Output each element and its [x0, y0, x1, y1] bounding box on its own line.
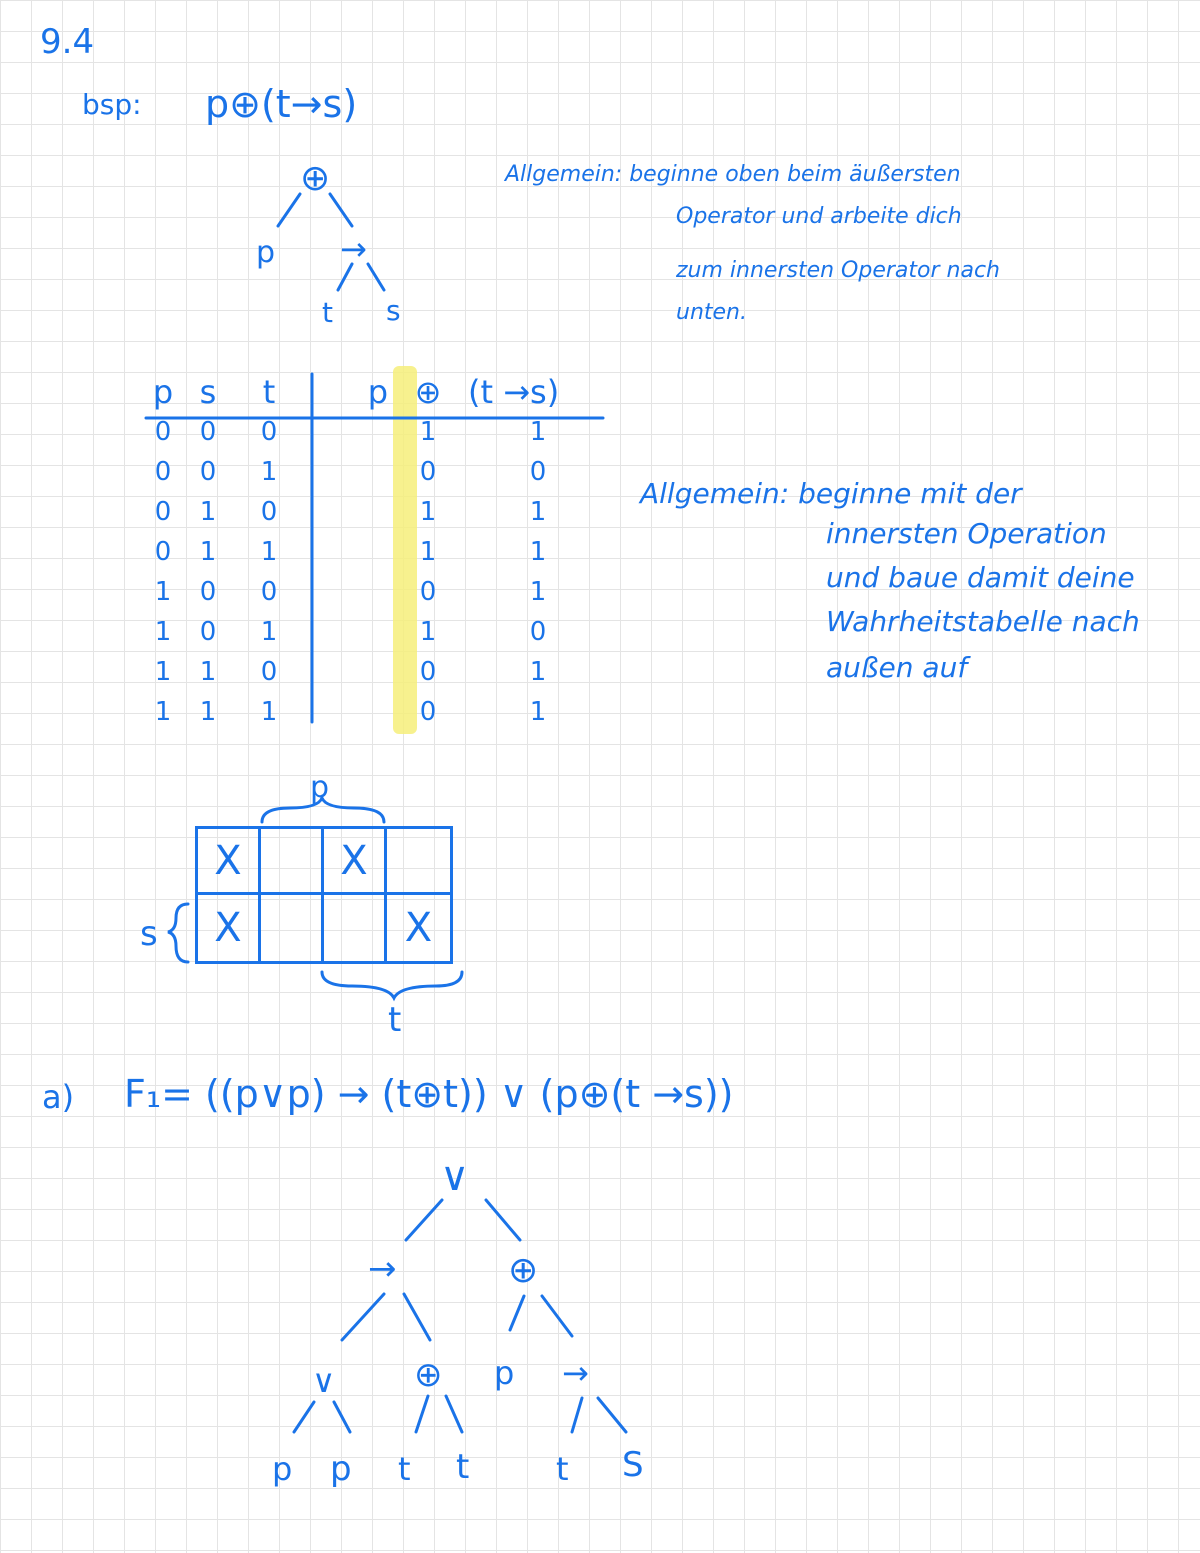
tree2-node-xor: ⊕ — [508, 1250, 539, 1291]
cell: 1 — [260, 617, 278, 647]
brace-t — [322, 972, 462, 998]
note1-line-1: Allgemein: beginne oben beim äußersten — [505, 162, 961, 187]
kmap-label-s: s — [140, 914, 158, 954]
cell: 1 — [154, 697, 172, 727]
cell: 0 — [260, 417, 278, 447]
section-number: 9.4 — [40, 22, 95, 62]
example-formula: p⊕(t→s) — [205, 82, 358, 126]
tree1-root-xor: ⊕ — [300, 158, 331, 199]
brace-s — [168, 904, 188, 962]
tree1-leaf-p: p — [256, 235, 276, 270]
note2-line-5: außen auf — [826, 651, 968, 684]
note1-line-3: zum innersten Operator nach — [676, 258, 1000, 283]
tree1-leaf-s: s — [386, 294, 401, 327]
tree2-leaf-t3: t — [556, 1450, 569, 1488]
cell: 0 — [199, 417, 217, 447]
cell: 1 — [260, 457, 278, 487]
tree2-leaf-s: S — [622, 1445, 644, 1485]
result-cell: 0 — [419, 657, 437, 687]
kmap-label-p: p — [310, 770, 330, 805]
impl-cell: 1 — [529, 697, 547, 727]
tree2-node-xor2: ⊕ — [414, 1355, 443, 1395]
result-cell: 1 — [419, 537, 437, 567]
tree2-leaf-p2: p — [330, 1449, 352, 1489]
tree2-node-impl: → — [368, 1249, 397, 1289]
header-s: s — [199, 373, 217, 411]
note2-line-1: Allgemein: beginne mit der — [640, 477, 1022, 510]
tree2-leaf-p: p — [494, 1354, 515, 1392]
tree2-leaf-t1: t — [398, 1450, 411, 1488]
result-cell: 1 — [419, 417, 437, 447]
cell: 1 — [199, 537, 217, 567]
cell: 1 — [154, 577, 172, 607]
cell: 1 — [260, 697, 278, 727]
impl-cell: 1 — [529, 417, 547, 447]
impl-cell: 0 — [529, 457, 547, 487]
result-cell: 1 — [419, 497, 437, 527]
result-cell: 0 — [419, 577, 437, 607]
header-formula-impl: (t →s) — [468, 373, 560, 411]
kmap-cell: X — [198, 829, 261, 895]
note2-line-4: Wahrheitstabelle nach — [826, 605, 1140, 638]
note1-line-4: unten. — [676, 300, 747, 325]
header-formula-xor: ⊕ — [414, 373, 442, 411]
example-prefix: bsp: — [82, 88, 142, 121]
tree2-root-or: ∨ — [440, 1154, 470, 1200]
note2-line-3: und baue damit deine — [826, 561, 1135, 594]
header-formula-p: p — [367, 373, 388, 411]
tree2-leaf-p1: p — [272, 1450, 293, 1488]
cell: 1 — [199, 497, 217, 527]
impl-cell: 1 — [529, 657, 547, 687]
result-cell: 1 — [419, 617, 437, 647]
cell: 1 — [260, 537, 278, 567]
part-a-label: a) — [42, 1078, 75, 1116]
kmap-cell: X — [324, 829, 387, 895]
result-cell: 0 — [419, 457, 437, 487]
tree2-leaf-t2: t — [456, 1447, 470, 1487]
cell: 0 — [154, 497, 172, 527]
cell: 1 — [154, 657, 172, 687]
tree1-leaf-t: t — [322, 296, 333, 329]
cell: 1 — [199, 657, 217, 687]
cell: 0 — [260, 577, 278, 607]
impl-cell: 0 — [529, 617, 547, 647]
kmap-label-t: t — [388, 1000, 402, 1040]
cell: 0 — [260, 497, 278, 527]
cell: 0 — [154, 417, 172, 447]
cell: 0 — [199, 577, 217, 607]
cell: 0 — [199, 457, 217, 487]
kmap-cell: X — [404, 905, 433, 951]
cell: 0 — [199, 617, 217, 647]
cell: 0 — [154, 457, 172, 487]
cell: 0 — [260, 657, 278, 687]
cell: 1 — [154, 617, 172, 647]
impl-cell: 1 — [529, 497, 547, 527]
impl-cell: 1 — [529, 577, 547, 607]
header-t: t — [262, 373, 276, 411]
tree1-node-impl: → — [340, 230, 367, 268]
cell: 0 — [154, 537, 172, 567]
part-a-formula: F₁= ((p∨p) → (t⊕t)) ∨ (p⊕(t →s)) — [124, 1072, 734, 1116]
tree2-node-or: ∨ — [312, 1362, 336, 1400]
kmap-cell: X — [198, 895, 261, 961]
result-cell: 0 — [419, 697, 437, 727]
note2-line-2: innersten Operation — [826, 517, 1107, 550]
brace-p — [262, 798, 384, 822]
note1-line-2: Operator und arbeite dich — [676, 204, 962, 229]
cell: 1 — [199, 697, 217, 727]
tree2-node-impl2: → — [562, 1354, 589, 1392]
header-p: p — [152, 373, 174, 411]
impl-cell: 1 — [529, 537, 547, 567]
